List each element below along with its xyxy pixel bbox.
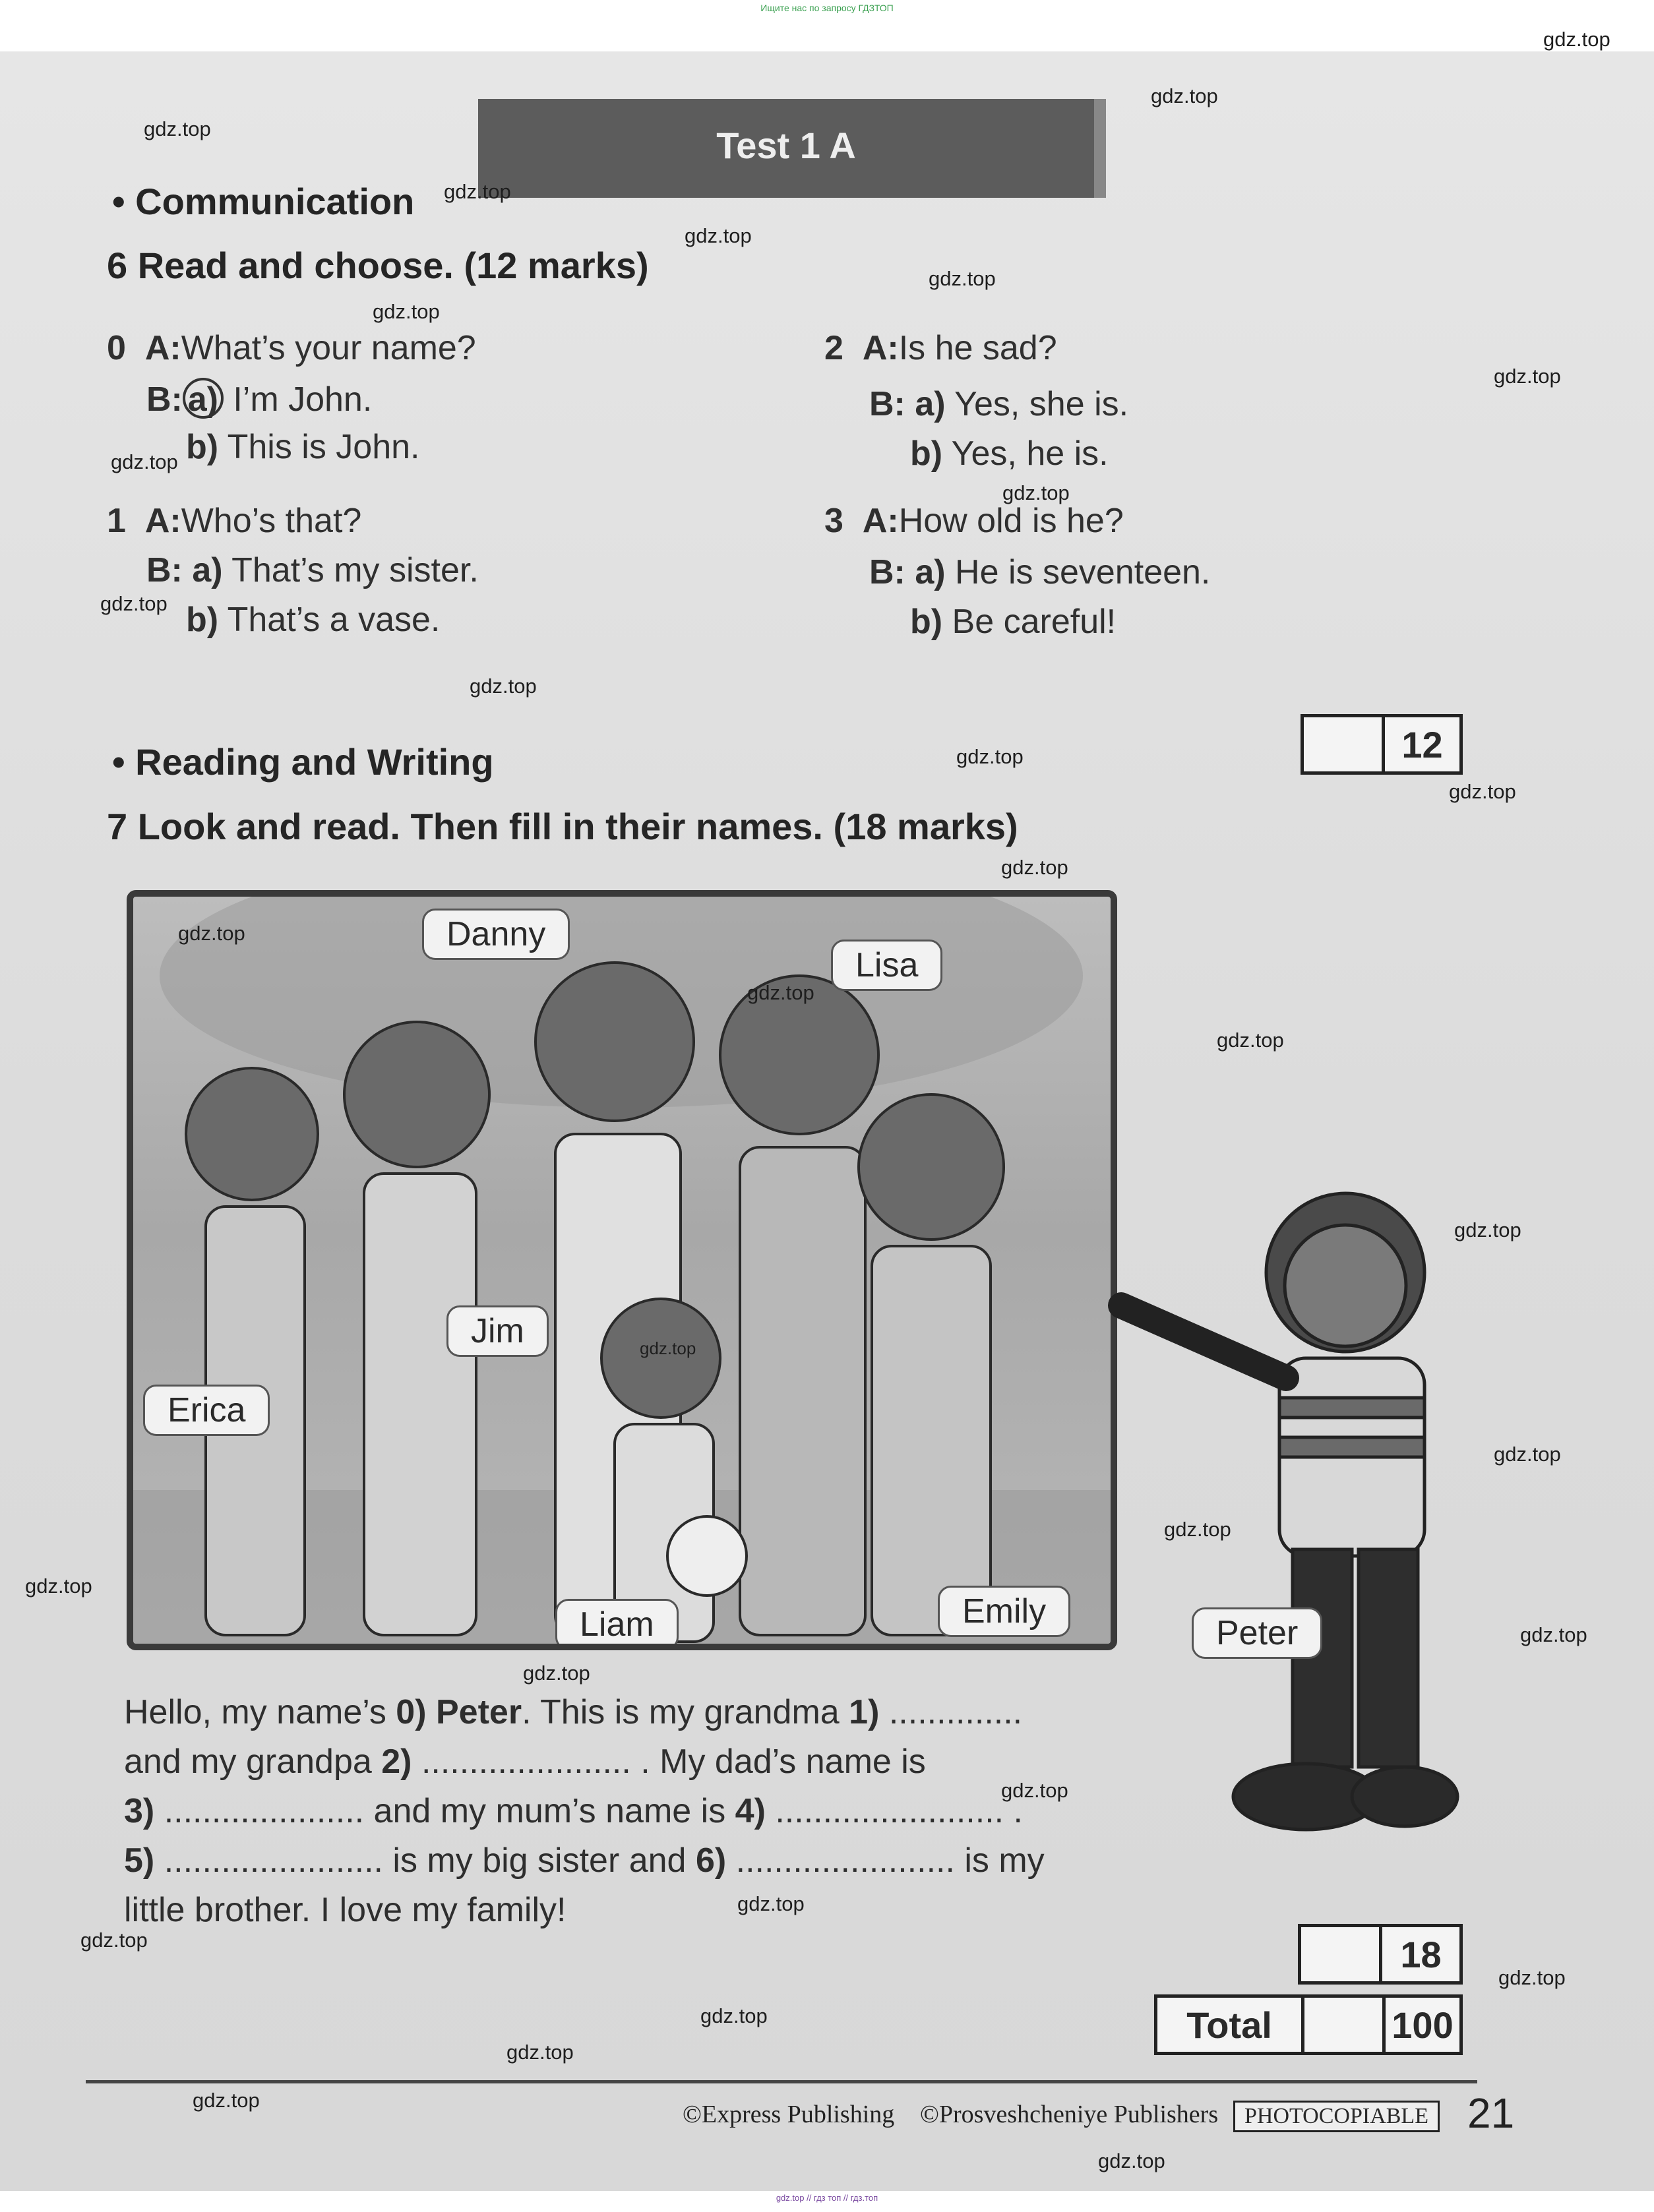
bullet-icon: • — [112, 741, 125, 783]
watermark: gdz.top — [1164, 1518, 1231, 1541]
top-notice[interactable]: Ищите нас по запросу ГДЗТОП — [760, 3, 894, 13]
watermark: gdz.top — [747, 981, 814, 1004]
family-illustration — [127, 890, 1117, 1650]
watermark: gdz.top — [1001, 856, 1068, 879]
q2-option-a: B: a) Yes, she is. — [869, 385, 1129, 423]
test-title: Test 1 A — [716, 125, 856, 166]
name-label-erica: Erica — [143, 1385, 270, 1436]
watermark: gdz.top — [737, 1892, 805, 1915]
watermark: gdz.top — [1151, 84, 1218, 107]
para-line-5: little brother. I love my family! — [124, 1891, 567, 1929]
exercise6-heading: 6 Read and choose. (12 marks) — [107, 245, 649, 286]
section-communication: • Communication — [112, 181, 415, 222]
watermark: gdz.top — [25, 1574, 92, 1598]
q1-option-a: B: a) That’s my sister. — [146, 551, 479, 589]
answer-circle: a) — [183, 378, 224, 419]
name-label-emily: Emily — [938, 1586, 1070, 1637]
q3-option-a: B: a) He is seventeen. — [869, 553, 1211, 591]
watermark: gdz.top — [523, 1661, 590, 1685]
section-reading-writing: • Reading and Writing — [112, 741, 494, 783]
fill-in-paragraph — [124, 1688, 1126, 1935]
watermark: gdz.top — [178, 922, 245, 945]
score-box-ex7 — [1298, 1924, 1463, 1985]
watermark: gdz.top — [1494, 365, 1561, 388]
name-label-jim: Jim — [446, 1305, 549, 1357]
publisher-express: ©Express Publishing — [683, 2101, 895, 2128]
watermark: gdz.top — [444, 180, 511, 203]
name-label-lisa: Lisa — [831, 940, 942, 991]
watermark: gdz.top — [1520, 1623, 1587, 1646]
q0-option-a: B: a) I’m John. — [146, 378, 372, 419]
exercise7-heading: 7 Look and read. Then fill in their names. (18 marks) — [107, 806, 1018, 847]
watermark: gdz.top — [80, 1928, 148, 1952]
watermark: gdz.top — [193, 2089, 260, 2112]
name-label-peter: Peter — [1192, 1607, 1322, 1659]
bottom-links[interactable]: gdz.top // гдз топ // гдз.топ — [776, 2193, 878, 2203]
photocopiable-badge: PHOTOCOPIABLE — [1233, 2101, 1440, 2132]
para-line-2: and my grandpa 2) ...................... . My dad’s name is — [124, 1743, 926, 1781]
name-label-danny: Danny — [422, 909, 570, 960]
total-blank — [1304, 1998, 1386, 2052]
watermark: gdz.top — [1494, 1443, 1561, 1466]
watermark: gdz.top — [929, 267, 996, 290]
watermark: gdz.top — [1543, 28, 1610, 51]
watermark: gdz.top — [373, 300, 440, 323]
q2-question: 2 A:Is he sad? — [824, 329, 1057, 367]
watermark: gdz.top — [1002, 481, 1070, 504]
family-drawing — [133, 897, 1111, 1644]
score-blank — [1301, 1927, 1382, 1981]
watermark: gdz.top — [956, 745, 1024, 768]
watermark: gdz.top — [685, 224, 752, 247]
para-line-1: Hello, my name’s 0) Peter. This is my grandma 1) .............. — [124, 1693, 1023, 1731]
watermark: gdz.top — [640, 1338, 696, 1358]
watermark: gdz.top — [1217, 1029, 1284, 1052]
q0-option-b: b) This is John. — [186, 428, 420, 466]
score-max: 12 — [1401, 723, 1443, 765]
test-title-bar — [478, 99, 1106, 198]
watermark: gdz.top — [700, 2004, 768, 2027]
score-max: 18 — [1400, 1933, 1442, 1975]
watermark: gdz.top — [1454, 1218, 1521, 1241]
q2-option-b: b) Yes, he is. — [910, 434, 1109, 473]
watermark: gdz.top — [144, 117, 211, 140]
score-blank — [1304, 717, 1385, 771]
q1-option-b: b) That’s a vase. — [186, 601, 441, 639]
bullet-icon: • — [112, 181, 125, 222]
publisher-prosveshcheniye: ©Prosveshcheniye Publishers — [920, 2101, 1219, 2128]
watermark: gdz.top — [1001, 1779, 1068, 1802]
total-max: 100 — [1392, 2004, 1454, 2046]
total-box — [1154, 1994, 1463, 2055]
watermark: gdz.top — [1098, 2149, 1165, 2172]
score-box-ex6 — [1301, 714, 1463, 775]
para-line-4: 5) ....................... is my big sister and 6) ....................... is my — [124, 1841, 1045, 1880]
watermark: gdz.top — [100, 592, 168, 615]
name-label-liam: Liam — [555, 1599, 679, 1650]
watermark: gdz.top — [1449, 780, 1516, 803]
watermark: gdz.top — [111, 450, 178, 473]
q1-question: 1 A:Who’s that? — [107, 502, 362, 540]
watermark: gdz.top — [506, 2041, 574, 2064]
para-line-3: 3) ..................... and my mum’s name is 4) ........................ . — [124, 1792, 1023, 1830]
q0-question: 0 A:What’s your name? — [107, 329, 476, 367]
q3-question: 3 A:How old is he? — [824, 502, 1124, 540]
q3-option-b: b) Be careful! — [910, 603, 1117, 641]
footer-divider — [86, 2080, 1477, 2083]
page-number: 21 — [1467, 2089, 1515, 2137]
watermark: gdz.top — [470, 674, 537, 698]
total-label: Total — [1157, 1998, 1304, 2052]
watermark: gdz.top — [1498, 1966, 1566, 1989]
peter-drawing — [1095, 1160, 1464, 1839]
